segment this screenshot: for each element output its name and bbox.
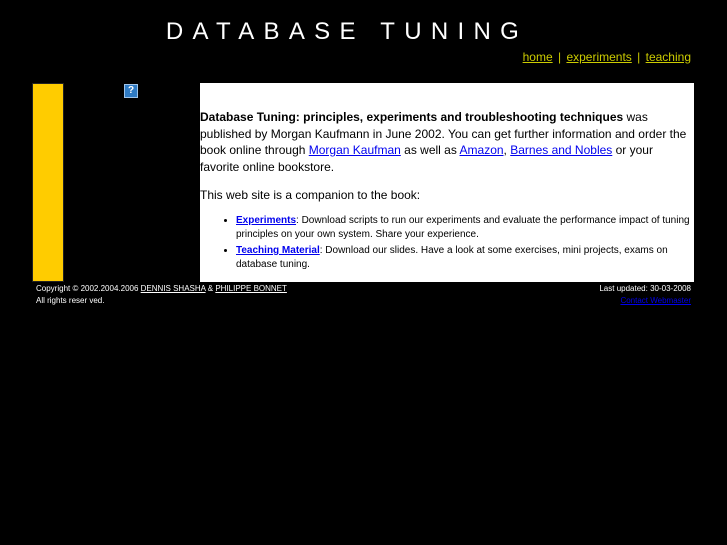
site-title: DATABASE TUNING xyxy=(165,18,529,45)
author-dennis-link[interactable]: DENNIS SHASHA xyxy=(140,284,206,293)
contact-webmaster-link[interactable]: Contact Webmaster xyxy=(620,296,691,305)
list-item-text: : Download scripts to run our experiments and evaluate the performance impact of tuning principles on your own system. Share your experience. xyxy=(236,214,690,240)
experiments-link[interactable]: Experiments xyxy=(236,214,297,226)
ampersand: & xyxy=(205,284,216,293)
nav-teaching-link[interactable]: teaching xyxy=(645,50,691,64)
nav-separator: | xyxy=(637,50,641,64)
nav-experiments-link[interactable]: experiments xyxy=(566,50,632,64)
rights-text: All rights reser ved. xyxy=(36,296,105,305)
book-title: Database Tuning: principles, experiments and troubleshooting techniques xyxy=(200,110,624,124)
amazon-link[interactable]: Amazon xyxy=(459,143,504,157)
feature-list xyxy=(200,214,694,273)
footer-copyright xyxy=(36,283,287,307)
intro-text: was published by Morgan Kaufmann in June 2002. You can get further information and order the book online through xyxy=(200,110,687,157)
list-item-text: : Download our slides. Have a look at some exercises, mini projects, exams on database tuning. xyxy=(236,244,668,270)
top-nav xyxy=(523,50,691,64)
footer-meta xyxy=(599,283,691,307)
barnes-nobles-link[interactable]: Barnes and Nobles xyxy=(510,143,613,157)
broken-image-icon: ? xyxy=(124,84,138,98)
intro-text: , xyxy=(503,143,511,157)
copyright-text: Copyright © 2002.2004.2006 xyxy=(36,284,141,293)
yellow-accent-bar xyxy=(32,83,64,282)
last-updated: Last updated: 30-03-2008 xyxy=(599,284,691,293)
list-item xyxy=(236,214,694,243)
morgan-kaufman-link[interactable]: Morgan Kaufman xyxy=(308,143,401,157)
nav-separator: | xyxy=(557,50,562,64)
teaching-material-link[interactable]: Teaching Material xyxy=(236,244,320,256)
intro-text: as well as xyxy=(400,143,460,157)
list-item xyxy=(236,244,694,273)
companion-text: This web site is a companion to the book: xyxy=(200,188,421,202)
author-philippe-link[interactable]: PHILIPPE BONNET xyxy=(215,284,287,293)
nav-home-link[interactable]: home xyxy=(522,50,553,64)
intro-paragraph xyxy=(200,109,694,175)
main-content xyxy=(200,83,694,282)
intro-text: or your favorite online bookstore. xyxy=(200,143,653,174)
